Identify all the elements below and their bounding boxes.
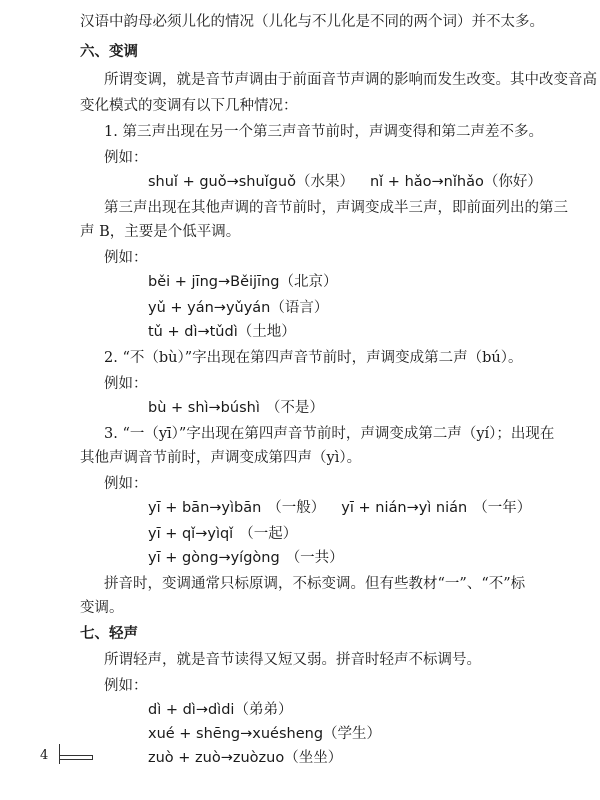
example-gloss: （一般）: [267, 500, 326, 516]
example-gloss: （你好）: [483, 174, 542, 190]
paragraph-line: 其他声调音节前时，声调变成第四声（yì）。: [80, 450, 362, 466]
rule-item-3: 3. “一（yī）”字出现在第四声音节前时，声调变成第二声（yí）；出现在: [104, 426, 555, 442]
example-line: [148, 724, 381, 744]
example-label: 例如：: [104, 150, 148, 166]
example-line: [148, 748, 342, 768]
paragraph-line: 汉语中韵母必须儿化的情况（儿化与不儿化是不同的两个词）并不太多。: [80, 14, 544, 30]
example-gloss: （弟弟）: [234, 702, 293, 718]
example-gloss: （水果）: [295, 174, 354, 190]
example-line: [148, 700, 292, 720]
pinyin-example: zuò + zuò→zuòzuo: [148, 750, 285, 766]
footer-rule: [59, 755, 93, 756]
pinyin-example: yī + nián→yì nián: [341, 500, 468, 516]
example-label: 例如：: [104, 678, 148, 694]
pinyin-example: běi + jīng→Běijīng: [148, 274, 280, 290]
example-label: 例如：: [104, 250, 148, 266]
example-line: [148, 548, 344, 568]
paragraph-line: 变化模式的变调有以下几种情况：: [80, 98, 298, 114]
pinyin-example: yī + qǐ→yìqǐ: [148, 526, 234, 542]
example-gloss: （一年）: [473, 500, 532, 516]
example-line: [148, 322, 296, 342]
example-label: 例如：: [104, 476, 148, 492]
example-line: [148, 498, 531, 518]
example-gloss: （北京）: [279, 274, 338, 290]
paragraph-line: 变调。: [80, 600, 124, 616]
rule-item-1: 1. 第三声出现在另一个第三声音节前时，声调变得和第二声差不多。: [104, 124, 543, 140]
section-heading-tone-sandhi: 六、变调: [80, 44, 138, 60]
example-line: [148, 172, 542, 192]
pinyin-example: shuǐ + guǒ→shuǐguǒ: [148, 174, 296, 190]
footer-rule: [92, 755, 93, 760]
example-gloss: （坐坐）: [284, 750, 343, 766]
paragraph-line: 所谓轻声，就是音节读得又短又弱。拼音时轻声不标调号。: [104, 652, 481, 668]
footer-rule: [59, 759, 93, 760]
example-gloss: （土地）: [237, 324, 296, 340]
example-gloss: （学生）: [323, 726, 382, 742]
pinyin-example: dì + dì→dìdi: [148, 702, 235, 718]
paragraph-line: 拼音时，变调通常只标原调，不标变调。但有些教材“一”、“不”标: [104, 576, 526, 592]
example-line: [148, 272, 337, 292]
pinyin-example: yǔ + yán→yǔyán: [148, 300, 271, 316]
example-gloss: （一起）: [239, 526, 298, 542]
pinyin-example: xué + shēng→xuésheng: [148, 726, 324, 742]
pinyin-example: yī + bān→yìbān: [148, 500, 262, 516]
example-gloss: （不是）: [265, 400, 324, 416]
paragraph-line: 声 B，主要是个低平调。: [80, 224, 241, 240]
rule-item-2: 2. “不（bù）”字出现在第四声音节前时，声调变成第二声（bú）。: [104, 350, 523, 366]
example-line: [148, 298, 328, 318]
page-number: 4: [40, 748, 49, 763]
pinyin-example: bù + shì→búshì: [148, 400, 260, 416]
section-heading-neutral-tone: 七、轻声: [80, 626, 138, 642]
pinyin-example: nǐ + hǎo→nǐhǎo: [369, 174, 484, 190]
example-line: [148, 524, 297, 544]
footer-rule: [59, 744, 60, 764]
paragraph-line: 所谓变调，就是音节声调由于前面音节声调的影响而发生改变。其中改变音高: [104, 72, 597, 88]
pinyin-example: yī + gòng→yígòng: [148, 550, 280, 566]
example-line: [148, 398, 324, 418]
example-gloss: （语言）: [270, 300, 329, 316]
paragraph-line: 第三声出现在其他声调的音节前时，声调变成半三声，即前面列出的第三: [104, 200, 568, 216]
example-gloss: （一共）: [285, 550, 344, 566]
pinyin-example: tǔ + dì→tǔdì: [148, 324, 238, 340]
example-label: 例如：: [104, 376, 148, 392]
